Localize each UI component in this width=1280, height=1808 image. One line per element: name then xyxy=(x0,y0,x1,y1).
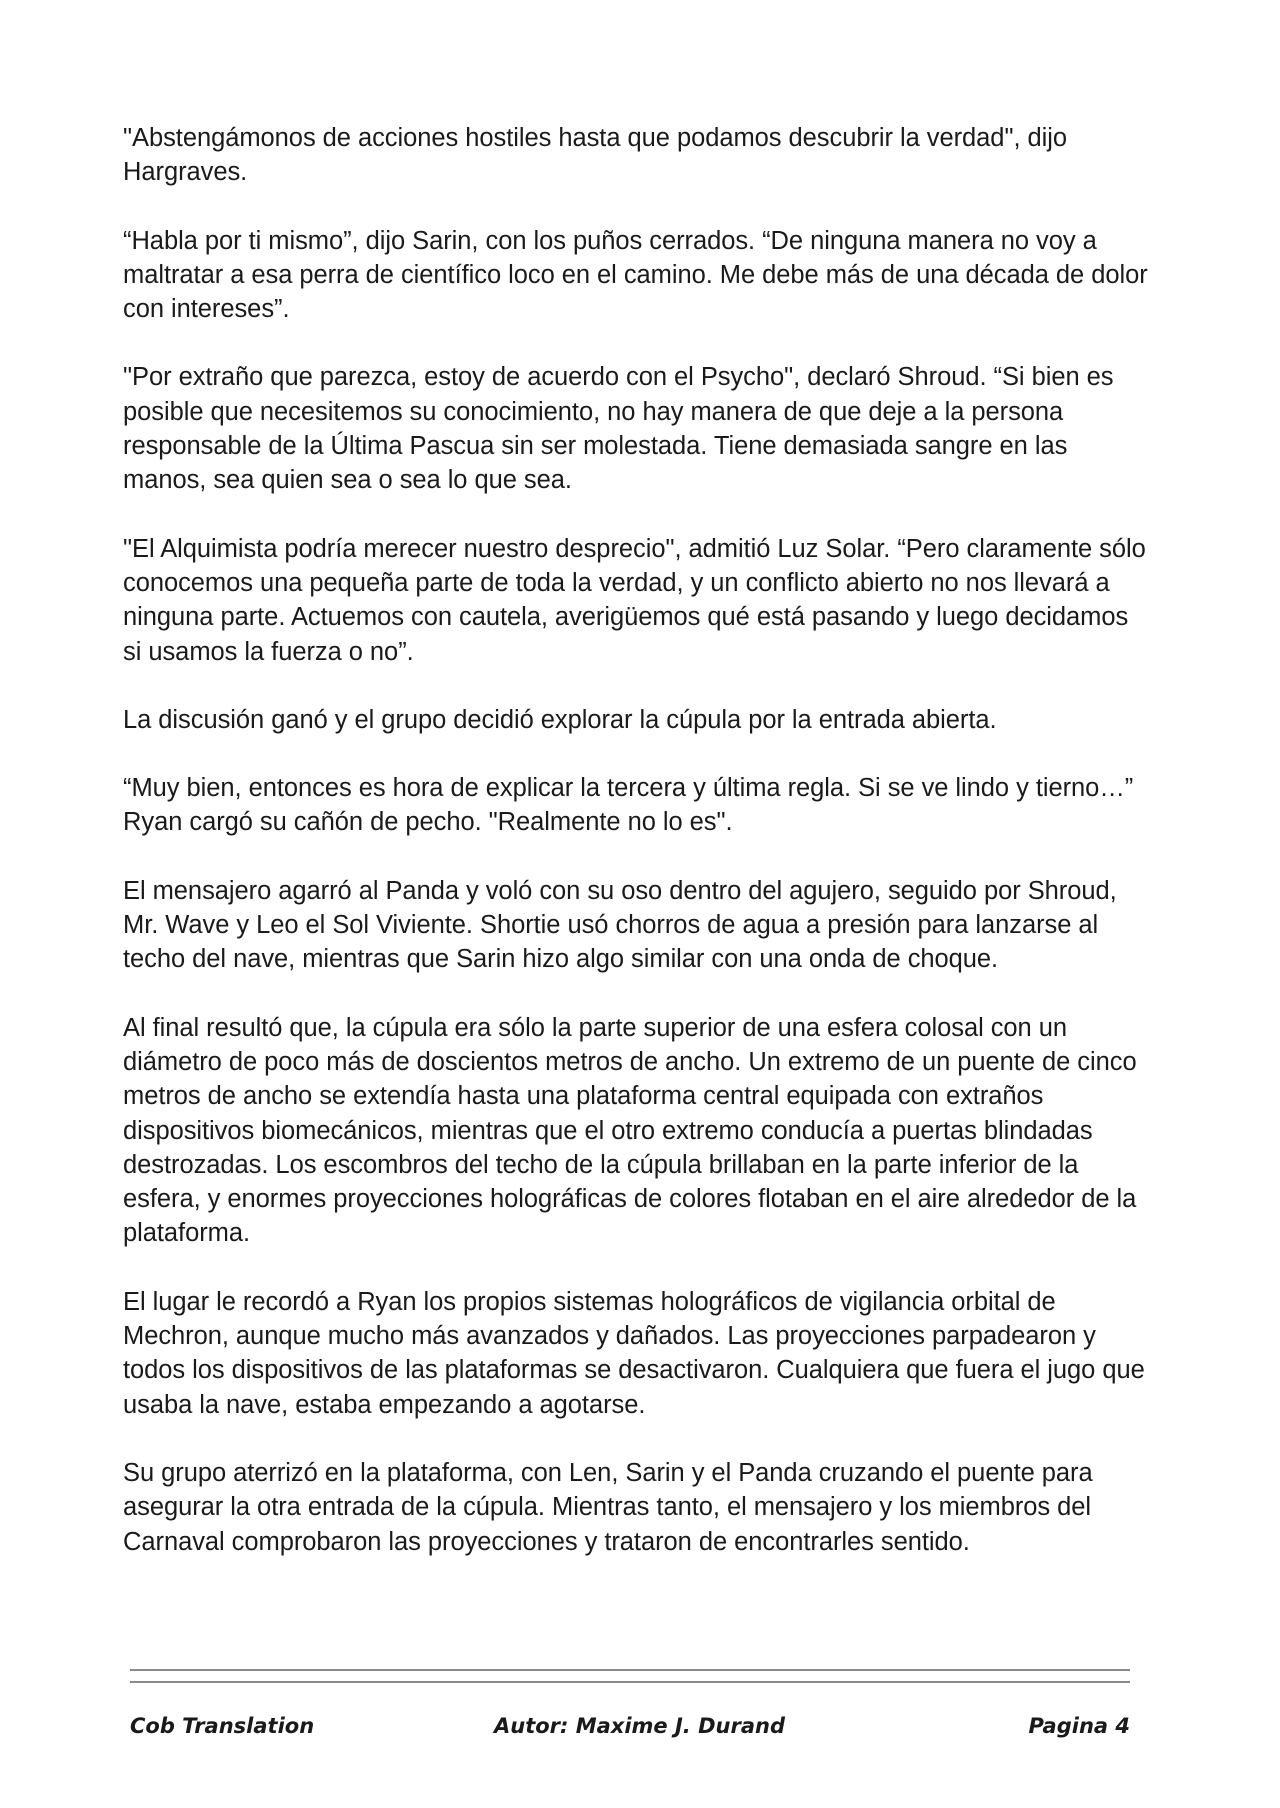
page-footer xyxy=(130,1714,1130,1750)
footer-page-number: Pagina 4 xyxy=(1028,1714,1130,1738)
paragraph: "El Alquimista podría merecer nuestro desprecio", admitió Luz Solar. “Pero claramente sólo conocemos una pequeña parte de toda la verdad, y un conflicto abierto no nos llevará a ninguna parte. Actuemos con cautela, averigüemos qué está pasando y luego decidamos si usamos la fuerza o no”. xyxy=(123,534,1146,666)
paragraph: La discusión ganó y el grupo decidió explorar la cúpula por la entrada abierta. xyxy=(123,705,997,734)
paragraph: Al final resultó que, la cúpula era sólo la parte superior de una esfera colosal con un diámetro de poco más de doscientos metros de ancho. Un extremo de un puente de cinco metros de ancho se extendía hasta una plataforma central equipada con extraños dispositivos biomecánicos, mientras que el otro extremo conducía a puertas blindadas destrozadas. Los escombros del techo de la cúpula brillaban en la parte inferior de la esfera, y enormes proyecciones holográficas de colores flotaban en el aire alrededor de la plataforma. xyxy=(123,1013,1137,1248)
paragraph: Su grupo aterrizó en la plataforma, con Len, Sarin y el Panda cruzando el puente para asegurar la otra entrada de la cúpula. Mientras tanto, el mensajero y los miembros del Carnaval comprobaron las proyecciones y trataron de encontrarles sentido. xyxy=(123,1458,1093,1556)
paragraph: El mensajero agarró al Panda y voló con su oso dentro del agujero, seguido por Shroud, Mr. Wave y Leo el Sol Viviente. Shortie usó chorros de agua a presión para lanzarse al techo del nave, mientras que Sarin hizo algo similar con una onda de choque. xyxy=(123,876,1117,974)
paragraph: "Por extraño que parezca, estoy de acuerdo con el Psycho", declaró Shroud. “Si bien es posible que necesitemos su conocimiento, no hay manera de que deje a la persona responsable de la Última Pascua sin ser molestada. Tiene demasiada sangre en las manos, sea quien sea o sea lo que sea. xyxy=(123,363,1114,495)
footer-rule-top xyxy=(130,1669,1130,1671)
footer-translator: Cob Translation xyxy=(130,1714,315,1738)
footer-rule-bottom xyxy=(130,1681,1130,1683)
body-text xyxy=(123,121,1153,1593)
paragraph: “Muy bien, entonces es hora de explicar la tercera y última regla. Si se ve lindo y tierno…” Ryan cargó su cañón de pecho. "Realmente no lo es". xyxy=(123,774,1134,837)
paragraph: El lugar le recordó a Ryan los propios sistemas holográficos de vigilancia orbital de Mechron, aunque mucho más avanzados y dañados. Las proyecciones parpadearon y todos los dispositivos de las plataformas se desactivaron. Cualquiera que fuera el jugo que usaba la nave, estaba empezando a agotarse. xyxy=(123,1287,1145,1419)
paragraph: "Abstengámonos de acciones hostiles hasta que podamos descubrir la verdad", dijo Hargraves. xyxy=(123,124,1068,187)
footer-divider xyxy=(130,1669,1130,1683)
footer-author: Autor: Maxime J. Durand xyxy=(494,1714,785,1738)
paragraph: “Habla por ti mismo”, dijo Sarin, con los puños cerrados. “De ninguna manera no voy a maltratar a esa perra de científico loco en el camino. Me debe más de una década de dolor con intereses”. xyxy=(123,226,1148,324)
